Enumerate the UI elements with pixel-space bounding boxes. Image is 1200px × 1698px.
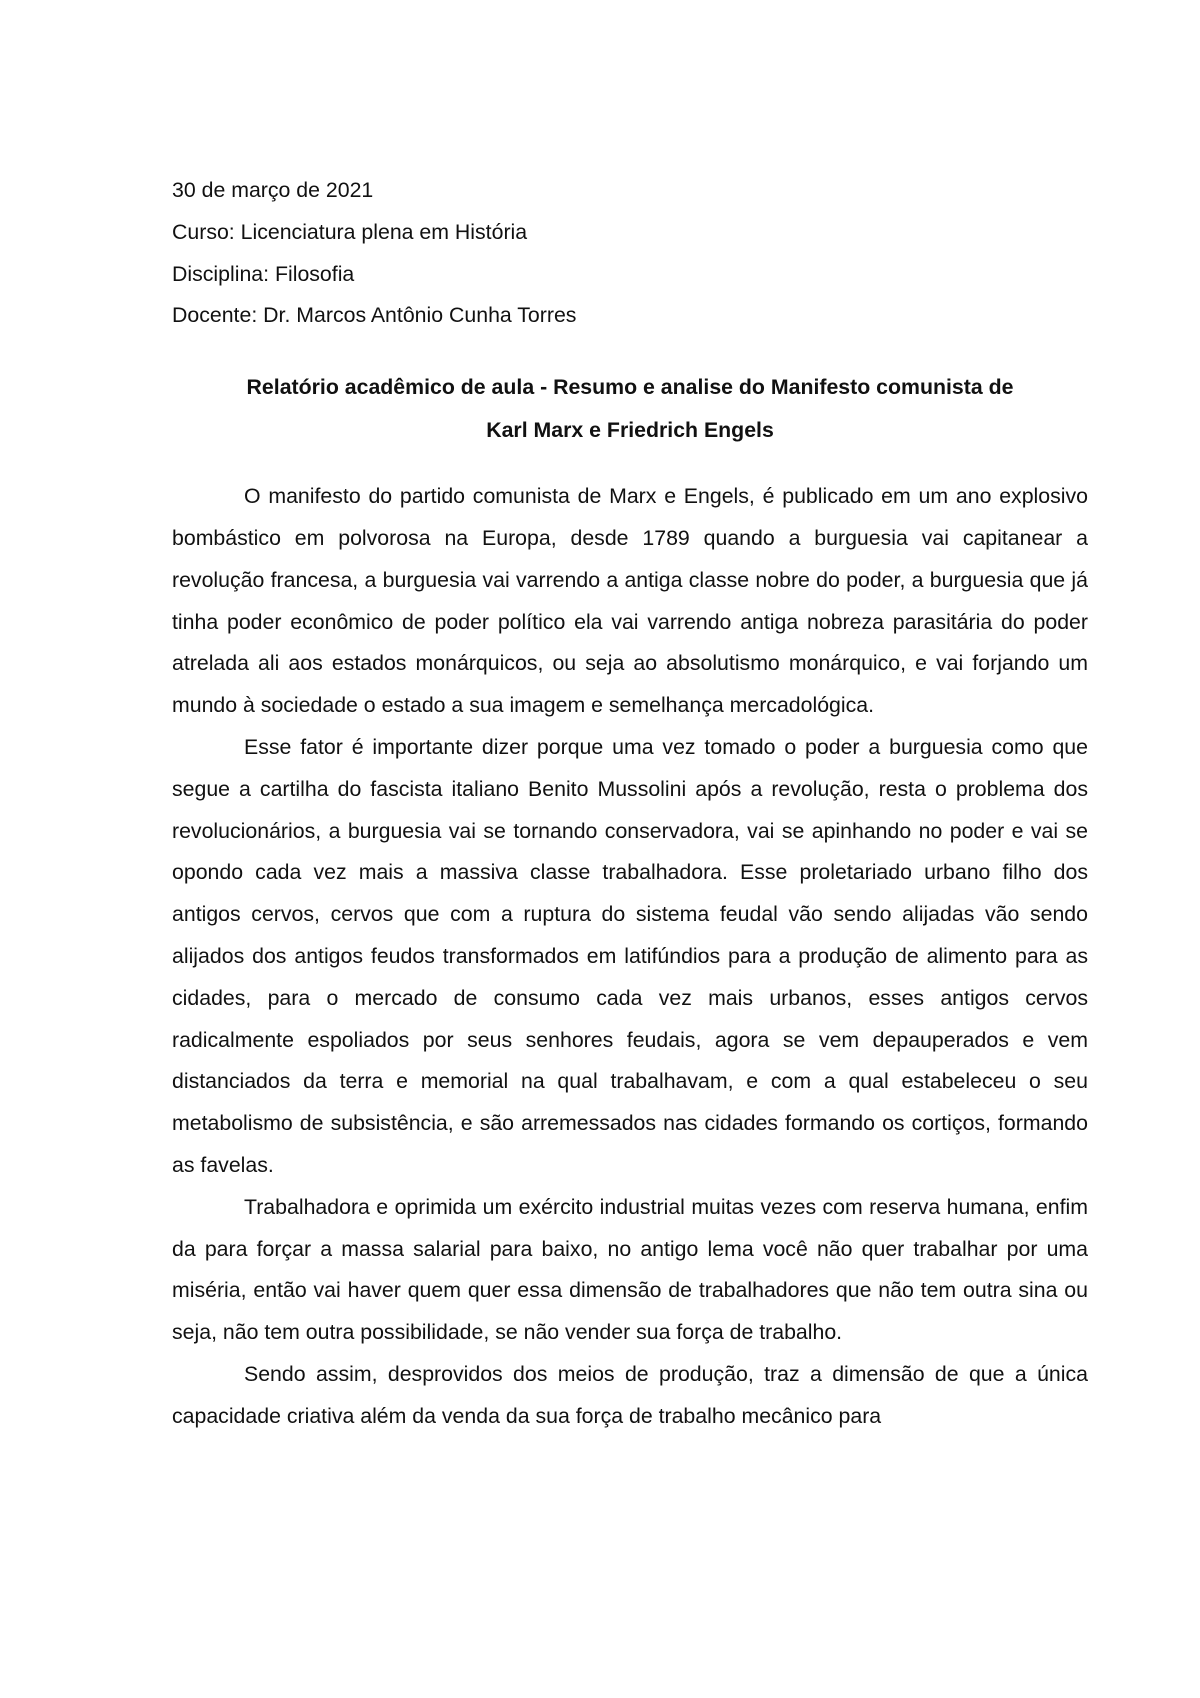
teacher-line: Docente: Dr. Marcos Antônio Cunha Torres [172, 303, 577, 328]
report-title-line-2: Karl Marx e Friedrich Engels [486, 418, 774, 443]
document-date: 30 de março de 2021 [172, 178, 374, 202]
body-paragraph-3: Trabalhadora e oprimida um exército industrial muitas vezes com reserva humana, enfim da para forçar a massa salarial para baixo, no antigo lema você não quer trabalhar por uma miséria, então vai haver quem quer essa dimensão de trabalhadores que não tem outra sina ou seja, não tem outra possibilidade, se não vender sua força de trabalho. [172, 1194, 1088, 1345]
report-title-line-1: Relatório acadêmico de aula - Resumo e analise do Manifesto comunista de [246, 375, 1014, 400]
course-line: Curso: Licenciatura plena em História [172, 219, 528, 244]
discipline-line: Disciplina: Filosofia [172, 261, 355, 286]
body-paragraph-4: Sendo assim, desprovidos dos meios de produção, traz a dimensão de que a única capacidade criativa além da venda da sua força de trabalho mecânico para [172, 1361, 1088, 1428]
report-title [172, 366, 1088, 452]
document-content [172, 170, 1088, 1438]
body-paragraph-2: Esse fator é importante dizer porque uma vez tomado o poder a burguesia como que segue a cartilha do fascista italiano Benito Mussolini após a revolução, resta o problema dos revolucionários, a burguesia vai se tornando conservadora, vai se apinhando no poder e vai se opondo cada vez mais a massiva classe trabalhadora. Esse proletariado urbano filho dos antigos cervos, cervos que com a ruptura do sistema feudal vão sendo alijadas vão sendo alijados dos antigos feudos transformados em latifúndios para a produção de alimento para as cidades, para o mercado de consumo cada vez mais urbanos, esses antigos cervos radicalmente espoliados por seus senhores feudais, agora se vem depauperados e vem distanciados da terra e memorial na qual trabalhavam, e com a qual estabeleceu o seu metabolismo de subsistência, e são arremessados nas cidades formando os cortiços, formando as favelas. [172, 734, 1088, 1177]
body-paragraph-1: O manifesto do partido comunista de Marx e Engels, é publicado em um ano explosivo bombástico em polvorosa na Europa, desde 1789 quando a burguesia vai capitanear a revolução francesa, a burguesia vai varrendo a antiga classe nobre do poder, a burguesia que já tinha poder econômico de poder político ela vai varrendo antiga nobreza parasitária do poder atrelada ali aos estados monárquicos, ou seja ao absolutismo monárquico, e vai forjando um mundo à sociedade o estado a sua imagem e semelhança mercadológica. [172, 484, 1088, 718]
